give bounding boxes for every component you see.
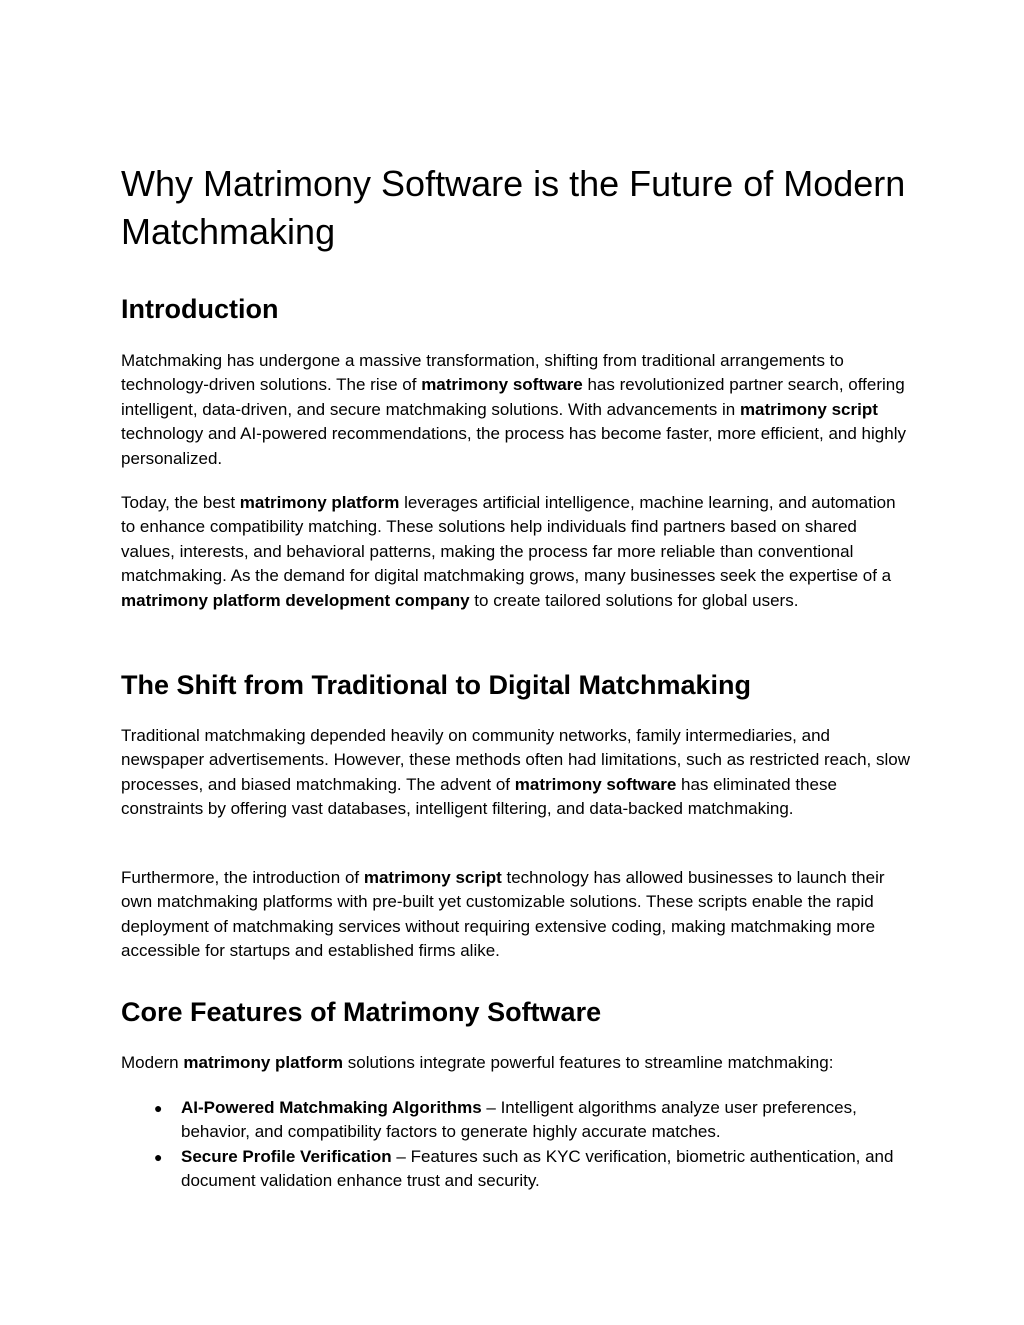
list-item: [121, 1096, 911, 1145]
list-item-title: AI-Powered Matchmaking Algorithms: [181, 1098, 482, 1117]
text-run: to create tailored solutions for global users.: [469, 590, 799, 610]
text-run: Modern: [121, 1053, 184, 1072]
text-run: Traditional matchmaking depended heavily on community networks, family intermediaries, and newspaper advertisements. However, these methods often had limitations, such as restricted reach, slow processes, and biased matchmaking. The advent of: [121, 726, 910, 794]
list-item-title: Secure Profile Verification: [181, 1146, 392, 1166]
bullet-icon: ●: [154, 1100, 163, 1116]
intro-paragraph-1: [121, 349, 911, 471]
list-item-text: – Intelligent algorithms analyze user preferences, behavior, and compatibility factors to generate highly accurate matches.: [181, 1098, 857, 1142]
shift-paragraph-1: [121, 724, 911, 822]
text-run: Today, the best: [121, 493, 240, 512]
shift-paragraph-2: [121, 866, 911, 964]
text-run: technology has allowed businesses to launch their own matchmaking platforms with pre-built yet customizable solutions. These scripts enable the rapid deployment of matchmaking services without requiring extensive coding, making matchmaking more accessible for startups and established firms alike.: [121, 868, 885, 961]
bold-term: matrimony software: [514, 774, 677, 794]
bold-term: matrimony software: [421, 375, 583, 395]
bold-term: matrimony script: [363, 868, 502, 887]
list-item-text: – Features such as KYC verification, biometric authentication, and document validation enhance trust and security.: [181, 1146, 894, 1191]
bold-term: matrimony platform development company: [121, 590, 470, 610]
heading-shift: The Shift from Traditional to Digital Matchmaking: [121, 670, 752, 700]
bold-term: matrimony platform: [183, 1053, 344, 1072]
text-run: Matchmaking has undergone a massive transformation, shifting from traditional arrangements to technology-driven solutions. The rise of: [121, 351, 844, 395]
text-run: technology and AI-powered recommendations, the process has become faster, more efficient, and highly personalized.: [121, 424, 906, 468]
intro-paragraph-2: [121, 491, 911, 613]
text-run: leverages artificial intelligence, machine learning, and automation to enhance compatibility matching. These solutions help individuals find partners based on shared values, interests, and behavioral patterns, making the process far more reliable than conventional matchmaking. As the demand for digital matchmaking grows, many businesses seek the expertise of a: [121, 493, 896, 586]
bold-term: matrimony script: [739, 399, 878, 419]
features-intro: [121, 1051, 911, 1075]
heading-core-features: Core Features of Matrimony Software: [121, 997, 602, 1027]
text-run: solutions integrate powerful features to streamline matchmaking:: [343, 1053, 834, 1072]
features-list: [121, 1096, 911, 1194]
text-run: has revolutionized partner search, offering intelligent, data-driven, and secure matchmaking solutions. With advancements in: [121, 375, 905, 419]
bold-term: matrimony platform: [239, 493, 400, 512]
heading-introduction: Introduction: [121, 294, 279, 324]
text-run: has eliminated these constraints by offering vast databases, intelligent filtering, and data-backed matchmaking.: [121, 774, 837, 819]
list-item: [121, 1145, 911, 1194]
document-title: Why Matrimony Software is the Future of Modern Matchmaking: [121, 163, 906, 252]
text-run: Furthermore, the introduction of: [121, 868, 364, 887]
bullet-icon: ●: [154, 1148, 163, 1165]
